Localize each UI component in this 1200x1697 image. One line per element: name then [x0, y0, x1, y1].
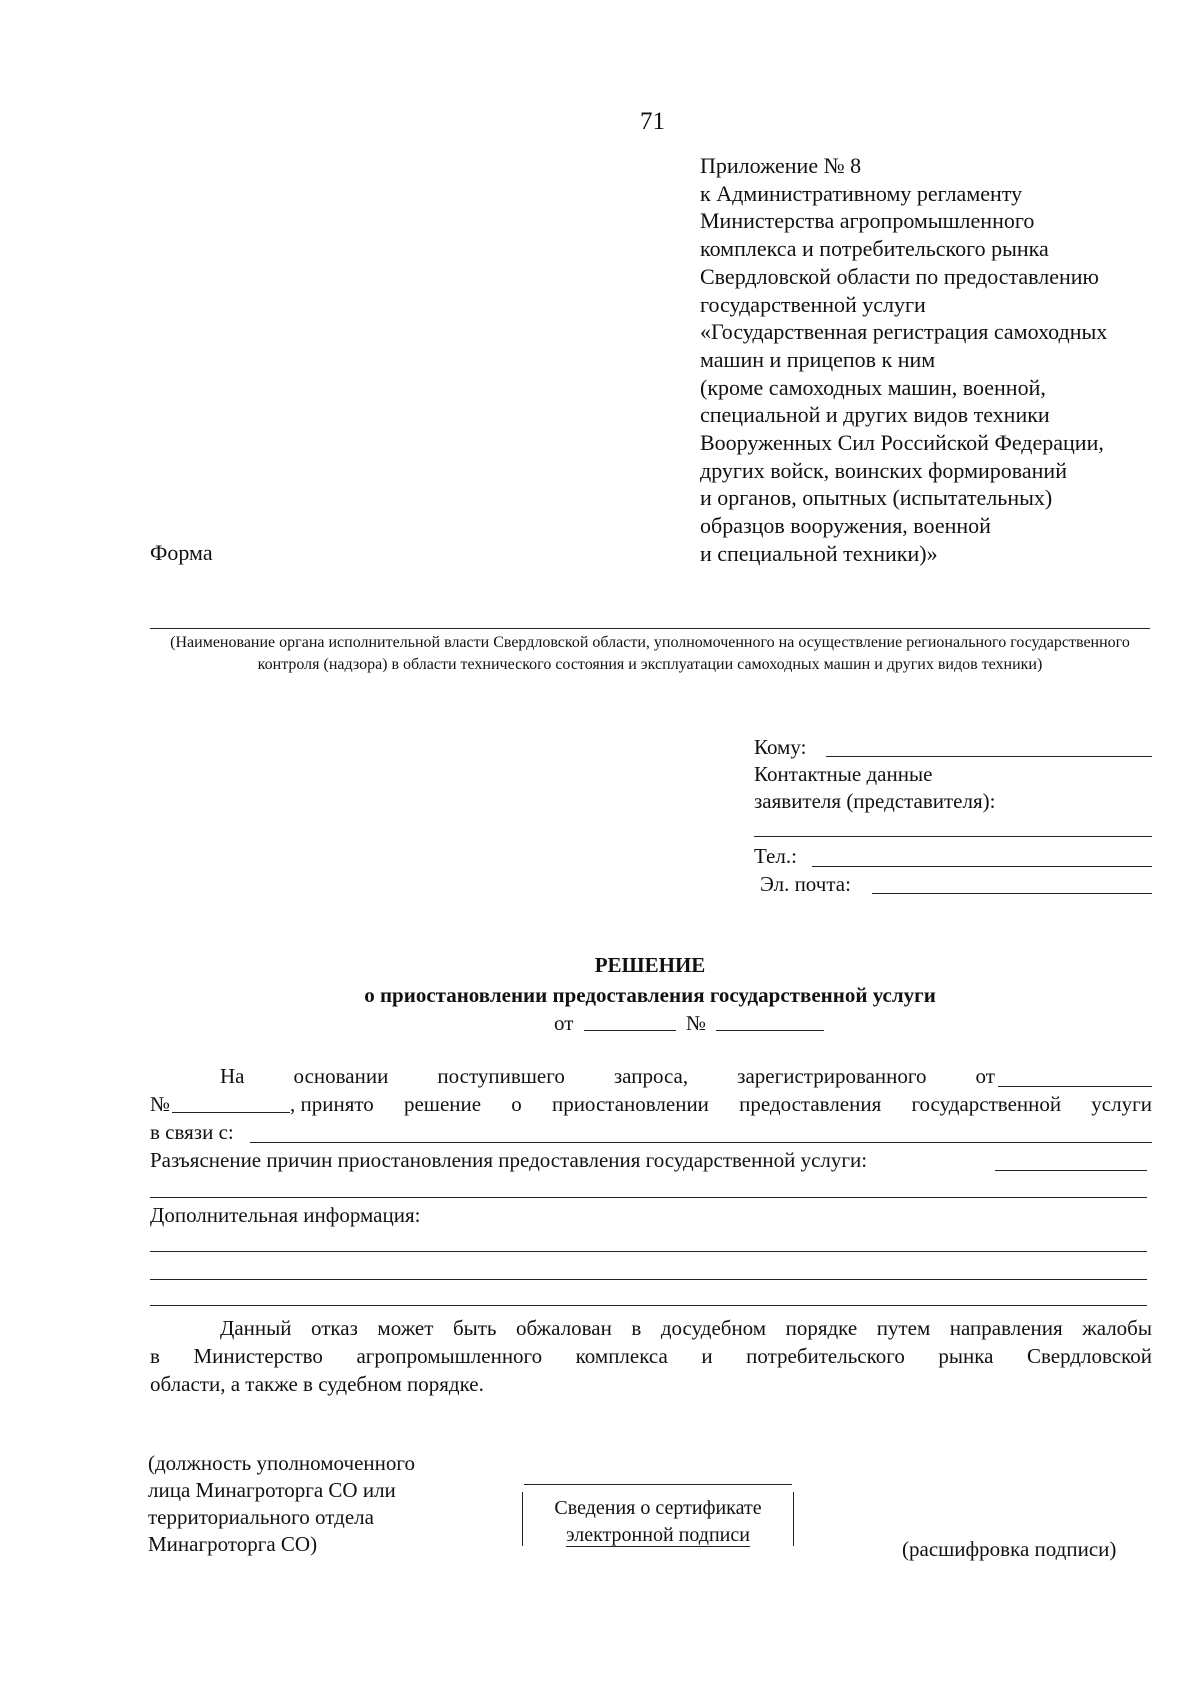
email-label: Эл. почта:	[760, 872, 851, 896]
position-line: Минагроторга СО)	[148, 1532, 318, 1556]
word: от	[975, 1064, 995, 1088]
appendix-line: государственной услуги	[700, 291, 926, 317]
cert-label-1: Сведения о сертификате	[554, 1497, 762, 1519]
decision-number-prefix: №	[686, 1011, 707, 1035]
phone-field-line[interactable]	[812, 866, 1152, 867]
additional-info-line-1[interactable]	[150, 1251, 1147, 1252]
word: рынка	[938, 1344, 994, 1368]
additional-info-label: Дополнительная информация:	[150, 1203, 421, 1227]
word: комплекса	[575, 1344, 668, 1368]
word: Министерство	[193, 1344, 323, 1368]
additional-info-line-3[interactable]	[150, 1305, 1147, 1306]
decision-date-line[interactable]	[584, 1030, 676, 1031]
appendix-line: Вооруженных Сил Российской Федерации,	[700, 430, 1104, 456]
email-field-line[interactable]	[872, 893, 1152, 894]
word: Данный	[220, 1316, 292, 1340]
word: На	[220, 1064, 245, 1088]
request-number-line[interactable]	[172, 1112, 290, 1113]
word: услуги	[1091, 1092, 1152, 1116]
word: может	[377, 1316, 434, 1340]
contact-label-2: заявителя (представителя):	[754, 789, 996, 813]
appendix-line: Министерства агропромышленного	[700, 208, 1035, 234]
additional-info-line-2[interactable]	[150, 1279, 1147, 1280]
word: обжалован	[516, 1316, 612, 1340]
word: государственной	[911, 1092, 1062, 1116]
appeal-line-2	[150, 1344, 1152, 1369]
form-label: Форма	[150, 540, 213, 565]
body-line-1	[220, 1064, 995, 1089]
appendix-line: других войск, воинских формирований	[700, 457, 1067, 483]
appendix-line: к Административному регламенту	[700, 180, 1023, 206]
appeal-line-1	[220, 1316, 1152, 1341]
word: жалобы	[1082, 1316, 1152, 1340]
phone-label: Тел.:	[754, 844, 797, 868]
to-label: Кому:	[754, 735, 807, 759]
word: досудебном	[660, 1316, 767, 1340]
position-line: территориального отдела	[148, 1505, 374, 1529]
cert-label-2: электронной подписи	[566, 1524, 750, 1546]
request-date-line[interactable]	[998, 1086, 1152, 1087]
appendix-line: Свердловской области по предоставлению	[700, 263, 1099, 289]
decision-subtitle: о приостановлении предоставления государственной услуги	[364, 983, 936, 1007]
word: быть	[452, 1316, 497, 1340]
word: приостановлении	[551, 1092, 709, 1116]
appendix-line: (кроме самоходных машин, военной,	[700, 374, 1046, 400]
contact-field-line[interactable]	[754, 836, 1152, 837]
to-field-line[interactable]	[826, 756, 1152, 757]
org-name-caption: (Наименование органа исполнительной власти Свердловской области, уполномоченного на осуществление регионального государственного контроля (надзора) в области технического состояния и эксплуатации самоходных машин и других видов техники)	[170, 634, 1130, 673]
word: в	[150, 1344, 160, 1368]
word: Свердловской	[1026, 1344, 1152, 1368]
appendix-line: комплекса и потребительского рынка	[700, 236, 1049, 262]
word: отказ	[311, 1316, 358, 1340]
word: порядке	[785, 1316, 858, 1340]
explanation-label: Разъяснение причин приостановления предоставления государственной услуги:	[150, 1148, 868, 1172]
word: поступившего	[437, 1064, 565, 1088]
word: направления	[949, 1316, 1063, 1340]
body-no-label: №	[150, 1092, 171, 1116]
word: агропромышленного	[356, 1344, 543, 1368]
word: зарегистрированного	[737, 1064, 927, 1088]
decision-number-line[interactable]	[716, 1030, 824, 1031]
appendix-line: машин и прицепов к ним	[700, 346, 936, 372]
official-position-caption	[148, 1450, 415, 1558]
page-number: 71	[640, 108, 665, 135]
reason-label: в связи с:	[150, 1120, 234, 1144]
e-signature-certificate-box	[522, 1484, 794, 1548]
appeal-line-3: области, а также в судебном порядке.	[150, 1372, 484, 1396]
reason-field-line[interactable]	[250, 1142, 1152, 1143]
word: предоставления	[739, 1092, 882, 1116]
word: запроса,	[613, 1064, 689, 1088]
word: , принято	[290, 1092, 374, 1116]
explanation-field-line-2[interactable]	[150, 1197, 1147, 1198]
word: путем	[876, 1316, 931, 1340]
signature-decode-caption: (расшифровка подписи)	[902, 1537, 1117, 1561]
word: и	[701, 1344, 713, 1368]
word: потребительского	[746, 1344, 905, 1368]
position-line: (должность уполномоченного	[148, 1451, 415, 1475]
decision-date-prefix: от	[554, 1011, 574, 1035]
decision-title: РЕШЕНИЕ	[594, 953, 706, 977]
word: основании	[293, 1064, 389, 1088]
appendix-line: и специальной техники)»	[700, 540, 938, 566]
appendix-line: Приложение № 8	[700, 153, 862, 178]
word: в	[631, 1316, 642, 1340]
word: решение	[403, 1092, 482, 1116]
appendix-line: специальной и других видов техники	[700, 402, 1050, 428]
appendix-line: образцов вооружения, военной	[700, 513, 991, 539]
appendix-line: и органов, опытных (испытательных)	[700, 485, 1053, 511]
org-name-line	[150, 628, 1150, 629]
body-line-2	[290, 1092, 1152, 1117]
position-line: лица Минагроторга СО или	[148, 1478, 396, 1502]
appendix-line: «Государственная регистрация самоходных	[700, 319, 1108, 345]
word: о	[511, 1092, 522, 1116]
explanation-field-line[interactable]	[995, 1170, 1147, 1171]
appendix-header	[700, 152, 1107, 568]
contact-label-1: Контактные данные	[754, 762, 933, 786]
